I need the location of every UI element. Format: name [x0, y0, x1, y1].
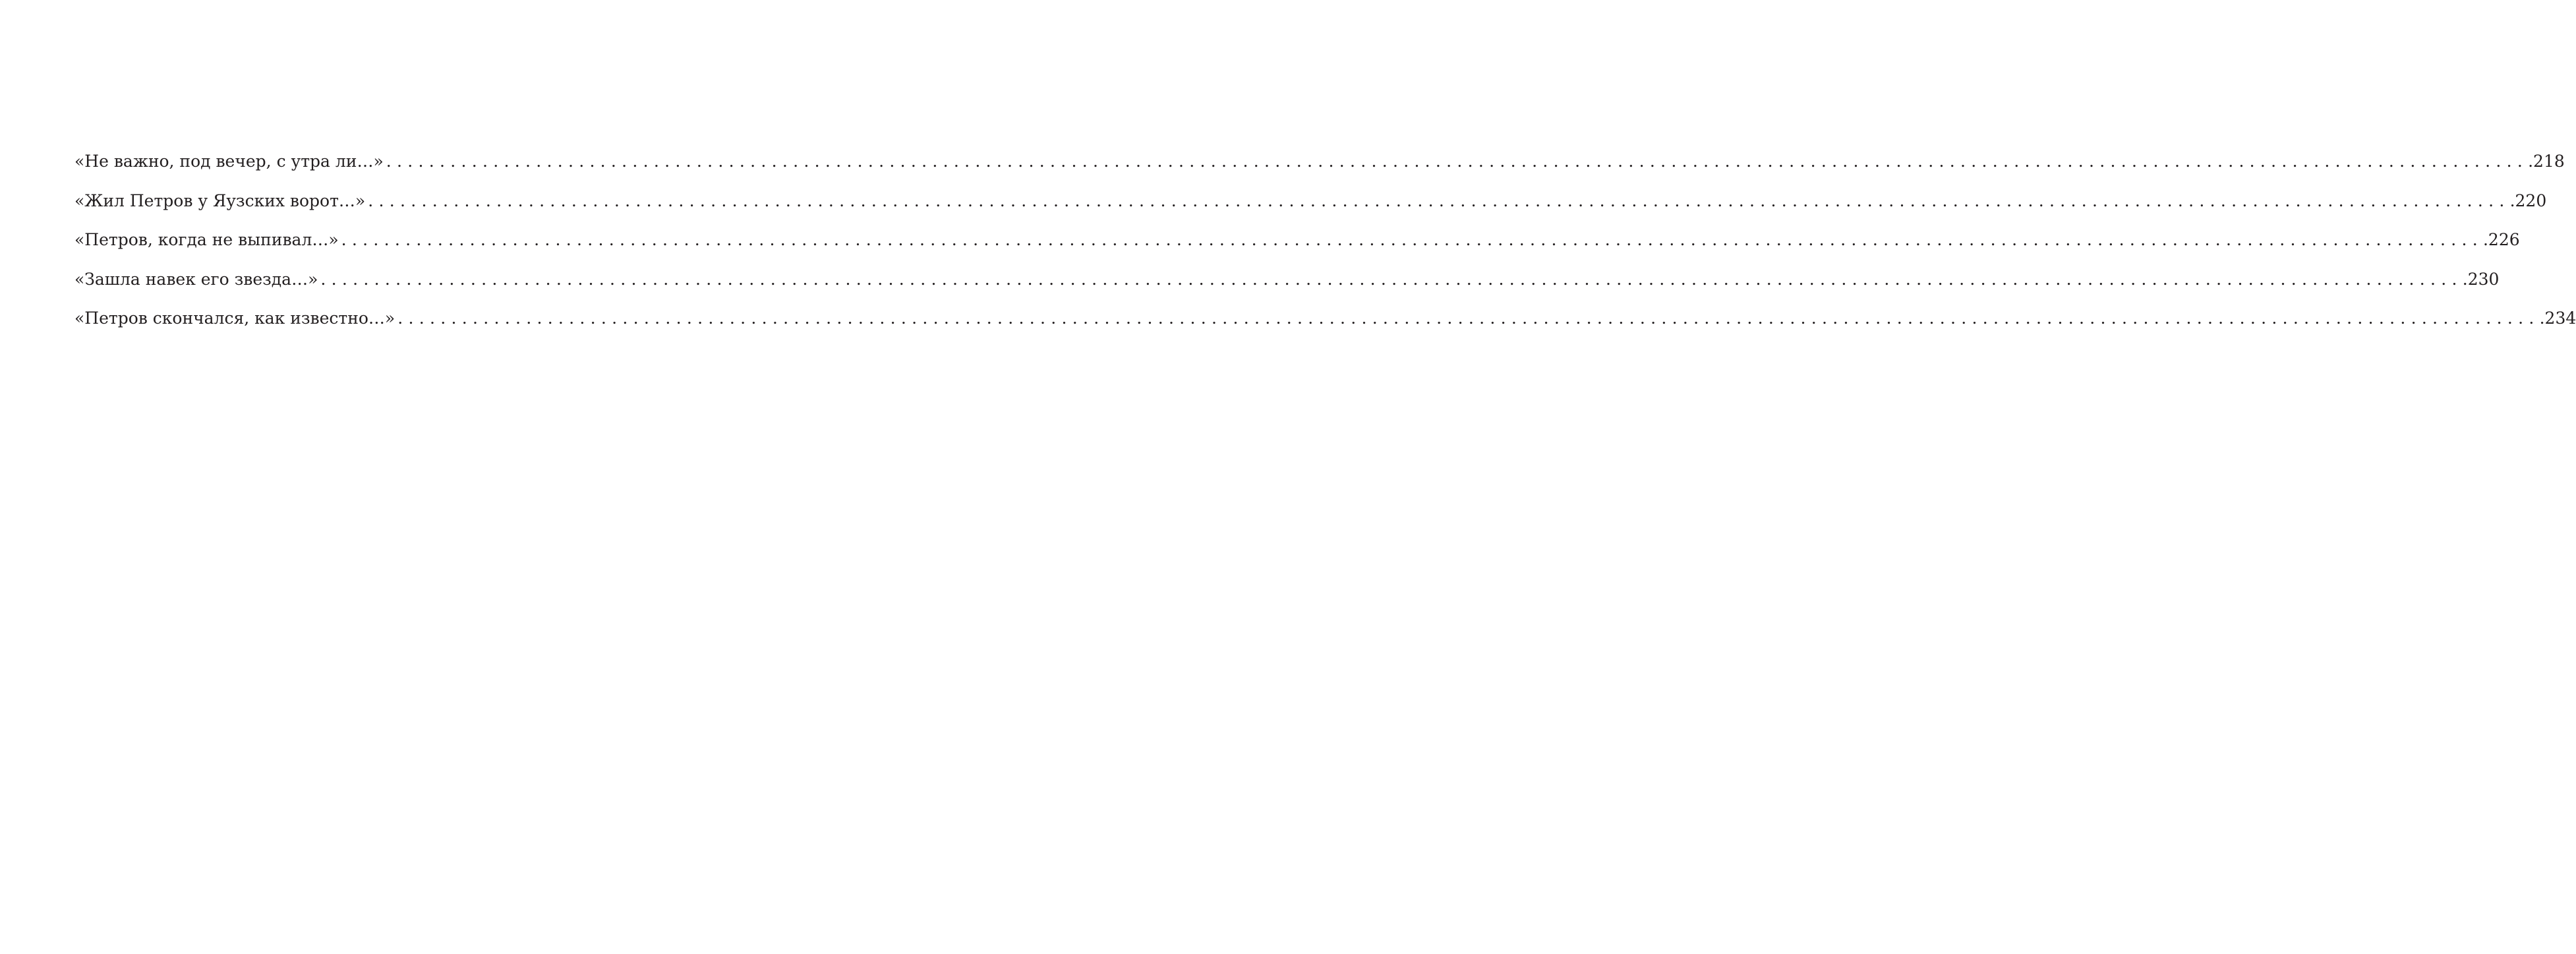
- toc-entry: [74, 227, 2520, 266]
- toc-entry-page: .230: [2462, 269, 2500, 289]
- toc-entry-page: .220: [2509, 191, 2547, 210]
- table-of-contents: [74, 148, 2576, 345]
- dot-leader: ........................................................................................................................................................................................................: [341, 230, 2483, 249]
- toc-entry: [74, 188, 2547, 227]
- toc-entry: [74, 305, 2576, 345]
- dot-leader: ........................................................................................................................................................................................................: [368, 191, 2510, 210]
- toc-entry-title: «Зашла навек его звезда…»: [74, 269, 318, 289]
- toc-entry-title: «Жил Петров у Яузских ворот…»: [74, 191, 366, 210]
- toc-entry-title: «Не важно, под вечер, с утра ли…»: [74, 152, 384, 171]
- dot-leader: ........................................................................................................................................................................................................: [386, 152, 2529, 171]
- toc-entry-title: «Петров, когда не выпивал…»: [74, 230, 339, 249]
- toc-entry-page: .234: [2539, 309, 2576, 328]
- toc-entry-title: «Петров скончался, как известно…»: [74, 309, 395, 328]
- toc-entry: [74, 148, 2565, 188]
- toc-entry: [74, 266, 2500, 306]
- dot-leader: ........................................................................................................................................................................................................: [397, 309, 2540, 328]
- toc-entry-page: .218: [2528, 152, 2565, 171]
- toc-entry-page: .226: [2482, 230, 2520, 249]
- dot-leader: ........................................................................................................................................................................................................: [320, 269, 2463, 289]
